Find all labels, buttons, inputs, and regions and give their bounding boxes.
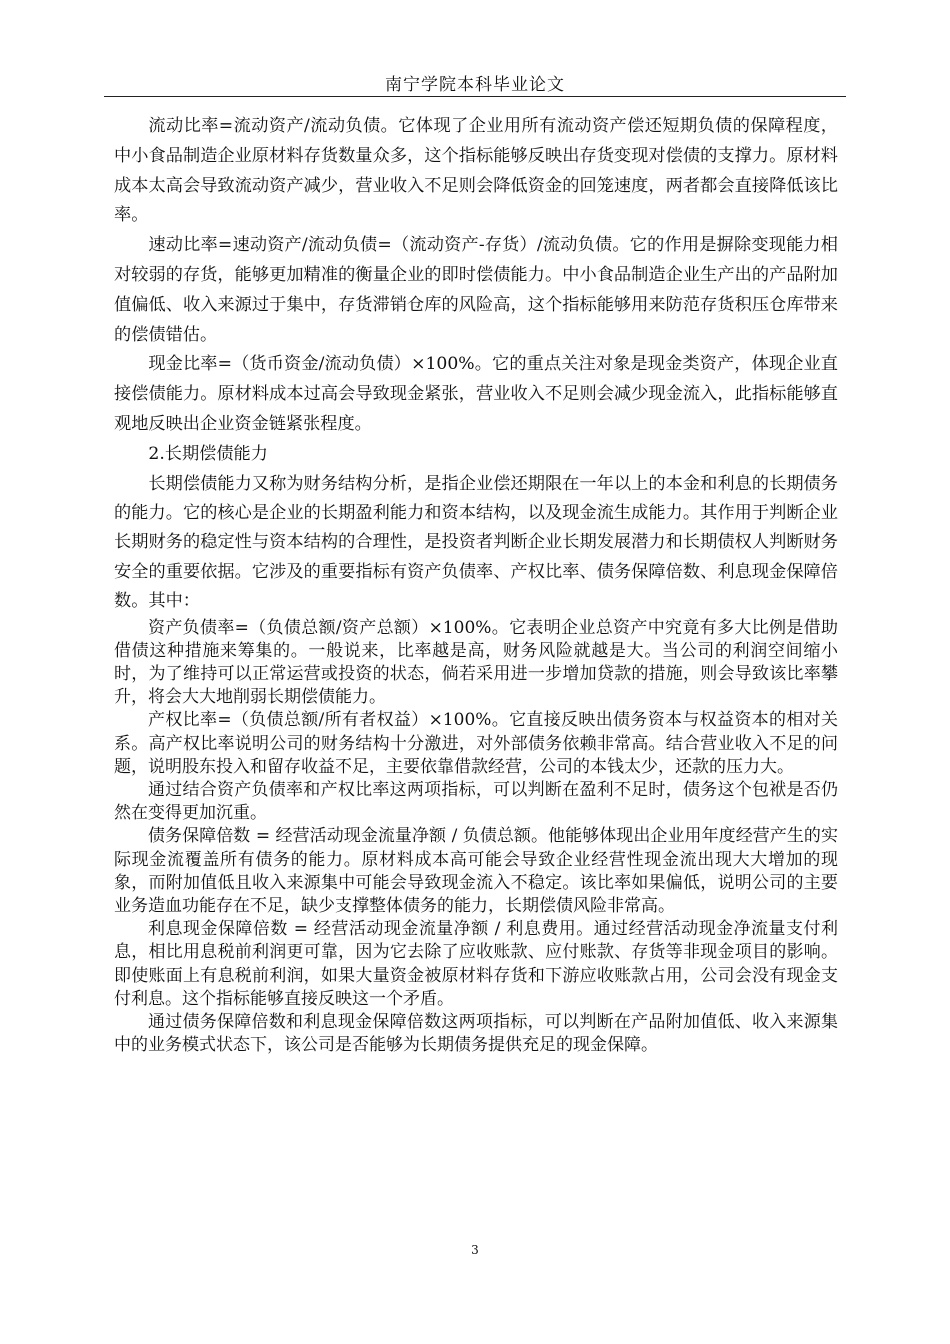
page-number: 3 — [471, 1243, 479, 1257]
paragraph-quick-ratio: 速动比率=速动资产/流动负债=（流动资产-存货）/流动负债。它的作用是摒除变现能力相对较弱的存货，能够更加精准的衡量企业的即时偿债能力。中小食品制造企业生产出的产品附加值偏低、收入来源过于集中，存货滞销仓库的风险高，这个指标能够用来防范存货积压仓库带来的偿债错估。 — [114, 235, 838, 345]
paragraph-current-ratio: 流动比率=流动资产/流动负债。它体现了企业用所有流动资产偿还短期负债的保障程度，中小食品制造企业原材料存货数量众多，这个指标能够反映出存货变现对偿债的支撑力。原材料成本太高会导致流动资产减少，营业收入不足则会降低资金的回笼速度，两者都会直接降低该比率。 — [114, 116, 838, 226]
paragraph-long-term-solvency: 长期偿债能力又称为财务结构分析，是指企业偿还期限在一年以上的本金和利息的长期债务的能力。它的核心是企业的长期盈利能力和资本结构，以及现金流生成能力。其作用于判断企业长期财务的稳定性与资本结构的合理性，是投资者判断企业长期发展潜力和长期债权人判断财务安全的重要依据。它涉及的重要指标有资产负债率、产权比率、债务保障倍数、利息现金保障倍数。其中： — [114, 473, 838, 612]
page-header-title: 南宁学院本科毕业论文 — [385, 75, 565, 95]
document-body — [114, 112, 838, 1057]
header-rule — [104, 96, 846, 97]
paragraph-equity-ratio: 产权比率=（负债总额/所有者权益）×100%。它直接反映出债务资本与权益资本的相对关系。高产权比率说明公司的财务结构十分激进，对外部债务依赖非常高。结合营业收入不足的问题，说明股东投入和留存收益不足，主要依靠借款经营，公司的本钱太少，还款的压力大。 — [114, 710, 838, 777]
paragraph-interest-coverage: 利息现金保障倍数 = 经营活动现金流量净额 / 利息费用。通过经营活动现金净流量支付利息，相比用息税前利润更可靠，因为它去除了应收账款、应付账款、存货等非现金项目的影响。即使账面上有息税前利润，如果大量资金被原材料存货和下游应收账款占用，公司会没有现金支付利息。这个指标能够直接反映这一个矛盾。 — [114, 919, 838, 1009]
paragraph-conclusion: 通过债务保障倍数和利息现金保障倍数这两项指标，可以判断在产品附加值低、收入来源集中的业务模式状态下，该公司是否能够为长期债务提供充足的现金保障。 — [114, 1012, 838, 1056]
paragraph-combined-ratios: 通过结合资产负债率和产权比率这两项指标，可以判断在盈利不足时，债务这个包袱是否仍然在变得更加沉重。 — [114, 780, 838, 824]
paragraph-debt-coverage: 债务保障倍数 = 经营活动现金流量净额 / 负债总额。他能够体现出企业用年度经营产生的实际现金流覆盖所有债务的能力。原材料成本高可能会导致企业经营性现金流出现大大增加的现象，而附加值低且收入来源集中可能会导致现金流入不稳定。该比率如果偏低，说明公司的主要业务造血功能存在不足，缺少支撑整体债务的能力，长期偿债风险非常高。 — [114, 826, 838, 917]
paragraph-debt-asset-ratio: 资产负债率=（负债总额/资产总额）×100%。它表明企业总资产中究竟有多大比例是借助借债这种措施来筹集的。一般说来，比率越是高，财务风险就越是大。当公司的利润空间缩小时，为了维持可以正常运营或投资的状态，倘若采用进一步增加贷款的措施，则会导致该比率攀升，将会大大地削弱长期偿债能力。 — [114, 617, 838, 708]
paragraph-cash-ratio: 现金比率=（货币资金/流动负债）×100%。它的重点关注对象是现金类资产，体现企业直接偿债能力。原材料成本过高会导致现金紧张，营业收入不足则会减少现金流入，此指标能够直观地反映出企业资金链紧张程度。 — [114, 354, 838, 434]
section-heading-long-term-solvency: 2.长期偿债能力 — [148, 443, 268, 464]
